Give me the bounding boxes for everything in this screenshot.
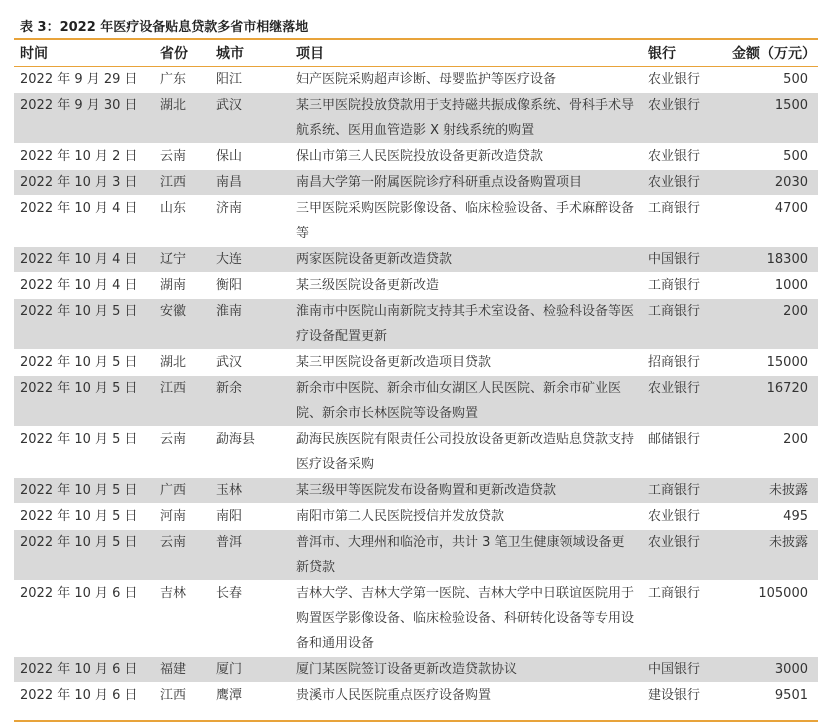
cell-bank: 农业银行	[642, 93, 726, 144]
cell-bank: 中国银行	[642, 247, 726, 273]
header-province: 省份	[154, 39, 210, 67]
cell-project: 某三甲医院设备更新改造项目贷款	[290, 350, 642, 376]
cell-amount: 未披露	[726, 478, 818, 504]
table-row	[14, 530, 818, 581]
cell-city: 大连	[210, 247, 290, 273]
cell-city: 济南	[210, 196, 290, 247]
cell-bank: 工商银行	[642, 478, 726, 504]
cell-city: 普洱	[210, 530, 290, 581]
cell-project: 保山市第三人民医院投放设备更新改造贷款	[290, 144, 642, 170]
table-row	[14, 427, 818, 478]
cell-province: 安徽	[154, 299, 210, 350]
cell-amount: 105000	[726, 581, 818, 657]
cell-date: 2022 年 10 月 5 日	[14, 376, 154, 427]
cell-province: 吉林	[154, 581, 210, 657]
table-row	[14, 478, 818, 504]
cell-amount: 未披露	[726, 530, 818, 581]
cell-amount: 495	[726, 504, 818, 530]
cell-bank: 工商银行	[642, 196, 726, 247]
cell-project: 吉林大学、吉林大学第一医院、吉林大学中日联谊医院用于购置医学影像设备、临床检验设备、科研转化设备等专用设备和通用设备	[290, 581, 642, 657]
header-project: 项目	[290, 39, 642, 67]
cell-bank: 建设银行	[642, 683, 726, 709]
cell-project: 南阳市第二人民医院授信并发放贷款	[290, 504, 642, 530]
cell-province: 湖北	[154, 350, 210, 376]
table-row	[14, 273, 818, 299]
header-city: 城市	[210, 39, 290, 67]
table-row	[14, 247, 818, 273]
cell-date: 2022 年 10 月 4 日	[14, 273, 154, 299]
cell-date: 2022 年 10 月 2 日	[14, 144, 154, 170]
table-row	[14, 144, 818, 170]
cell-date: 2022 年 10 月 6 日	[14, 683, 154, 709]
cell-bank: 农业银行	[642, 144, 726, 170]
table-row	[14, 67, 818, 93]
cell-project: 某三级医院设备更新改造	[290, 273, 642, 299]
cell-province: 江西	[154, 683, 210, 709]
cell-bank: 招商银行	[642, 350, 726, 376]
cell-project: 南昌大学第一附属医院诊疗科研重点设备购置项目	[290, 170, 642, 196]
cell-date: 2022 年 10 月 3 日	[14, 170, 154, 196]
cell-project: 某三甲医院投放贷款用于支持磁共振成像系统、骨科手术导航系统、医用血管造影 X 射线系统的购置	[290, 93, 642, 144]
cell-amount: 500	[726, 144, 818, 170]
cell-bank: 农业银行	[642, 376, 726, 427]
cell-bank: 工商银行	[642, 273, 726, 299]
cell-province: 山东	[154, 196, 210, 247]
header-amount: 金额（万元）	[726, 39, 818, 67]
cell-bank: 邮储银行	[642, 427, 726, 478]
cell-project: 新余市中医院、新余市仙女湖区人民医院、新余市矿业医院、新余市长林医院等设备购置	[290, 376, 642, 427]
table-row	[14, 683, 818, 709]
cell-city: 鹰潭	[210, 683, 290, 709]
cell-amount: 4700	[726, 196, 818, 247]
table-row	[14, 299, 818, 350]
loan-table-grid	[14, 38, 818, 709]
cell-bank: 农业银行	[642, 170, 726, 196]
cell-city: 南阳	[210, 504, 290, 530]
cell-project: 贵溪市人民医院重点医疗设备购置	[290, 683, 642, 709]
cell-city: 武汉	[210, 93, 290, 144]
cell-bank: 工商银行	[642, 299, 726, 350]
cell-date: 2022 年 10 月 5 日	[14, 427, 154, 478]
cell-amount: 16720	[726, 376, 818, 427]
cell-bank: 农业银行	[642, 67, 726, 93]
cell-date: 2022 年 10 月 5 日	[14, 350, 154, 376]
cell-project: 某三级甲等医院发布设备购置和更新改造贷款	[290, 478, 642, 504]
cell-city: 厦门	[210, 657, 290, 683]
cell-province: 福建	[154, 657, 210, 683]
cell-project: 勐海民族医院有限责任公司投放设备更新改造贴息贷款支持医疗设备采购	[290, 427, 642, 478]
table-row	[14, 657, 818, 683]
header-bank: 银行	[642, 39, 726, 67]
cell-city: 武汉	[210, 350, 290, 376]
cell-province: 湖北	[154, 93, 210, 144]
cell-amount: 2030	[726, 170, 818, 196]
cell-project: 淮南市中医院山南新院支持其手术室设备、检验科设备等医疗设备配置更新	[290, 299, 642, 350]
cell-amount: 200	[726, 427, 818, 478]
table-row	[14, 196, 818, 247]
cell-date: 2022 年 10 月 6 日	[14, 657, 154, 683]
cell-amount: 18300	[726, 247, 818, 273]
cell-date: 2022 年 10 月 4 日	[14, 196, 154, 247]
cell-bank: 农业银行	[642, 504, 726, 530]
cell-date: 2022 年 10 月 4 日	[14, 247, 154, 273]
cell-province: 江西	[154, 376, 210, 427]
table-row	[14, 504, 818, 530]
cell-date: 2022 年 10 月 6 日	[14, 581, 154, 657]
cell-province: 云南	[154, 144, 210, 170]
cell-project: 三甲医院采购医院影像设备、临床检验设备、手术麻醉设备等	[290, 196, 642, 247]
cell-date: 2022 年 10 月 5 日	[14, 478, 154, 504]
table-header	[14, 39, 818, 67]
cell-amount: 200	[726, 299, 818, 350]
cell-city: 长春	[210, 581, 290, 657]
cell-amount: 15000	[726, 350, 818, 376]
cell-city: 保山	[210, 144, 290, 170]
cell-province: 云南	[154, 427, 210, 478]
cell-city: 新余	[210, 376, 290, 427]
bottom-rule	[14, 720, 818, 722]
cell-province: 湖南	[154, 273, 210, 299]
cell-date: 2022 年 10 月 5 日	[14, 530, 154, 581]
cell-province: 广西	[154, 478, 210, 504]
cell-city: 玉林	[210, 478, 290, 504]
cell-date: 2022 年 10 月 5 日	[14, 504, 154, 530]
cell-date: 2022 年 9 月 30 日	[14, 93, 154, 144]
cell-project: 两家医院设备更新改造贷款	[290, 247, 642, 273]
header-date: 时间	[14, 39, 154, 67]
cell-city: 阳江	[210, 67, 290, 93]
cell-project: 普洱市、大理州和临沧市，共计 3 笔卫生健康领域设备更新贷款	[290, 530, 642, 581]
cell-bank: 工商银行	[642, 581, 726, 657]
cell-bank: 农业银行	[642, 530, 726, 581]
table-caption: 表 3：2022 年医疗设备贴息贷款多省市相继落地	[20, 20, 309, 35]
cell-project: 厦门某医院签订设备更新改造贷款协议	[290, 657, 642, 683]
cell-city: 衡阳	[210, 273, 290, 299]
table-row	[14, 581, 818, 657]
cell-amount: 500	[726, 67, 818, 93]
cell-province: 辽宁	[154, 247, 210, 273]
cell-date: 2022 年 10 月 5 日	[14, 299, 154, 350]
table-body	[14, 67, 818, 709]
cell-city: 淮南	[210, 299, 290, 350]
cell-province: 云南	[154, 530, 210, 581]
cell-city: 勐海县	[210, 427, 290, 478]
cell-province: 江西	[154, 170, 210, 196]
table-row	[14, 170, 818, 196]
cell-amount: 9501	[726, 683, 818, 709]
loan-table	[14, 38, 818, 709]
cell-city: 南昌	[210, 170, 290, 196]
cell-province: 河南	[154, 504, 210, 530]
table-row	[14, 376, 818, 427]
cell-amount: 3000	[726, 657, 818, 683]
table-row	[14, 93, 818, 144]
cell-bank: 中国银行	[642, 657, 726, 683]
cell-province: 广东	[154, 67, 210, 93]
cell-amount: 1500	[726, 93, 818, 144]
table-row	[14, 350, 818, 376]
cell-project: 妇产医院采购超声诊断、母婴监护等医疗设备	[290, 67, 642, 93]
cell-amount: 1000	[726, 273, 818, 299]
cell-date: 2022 年 9 月 29 日	[14, 67, 154, 93]
